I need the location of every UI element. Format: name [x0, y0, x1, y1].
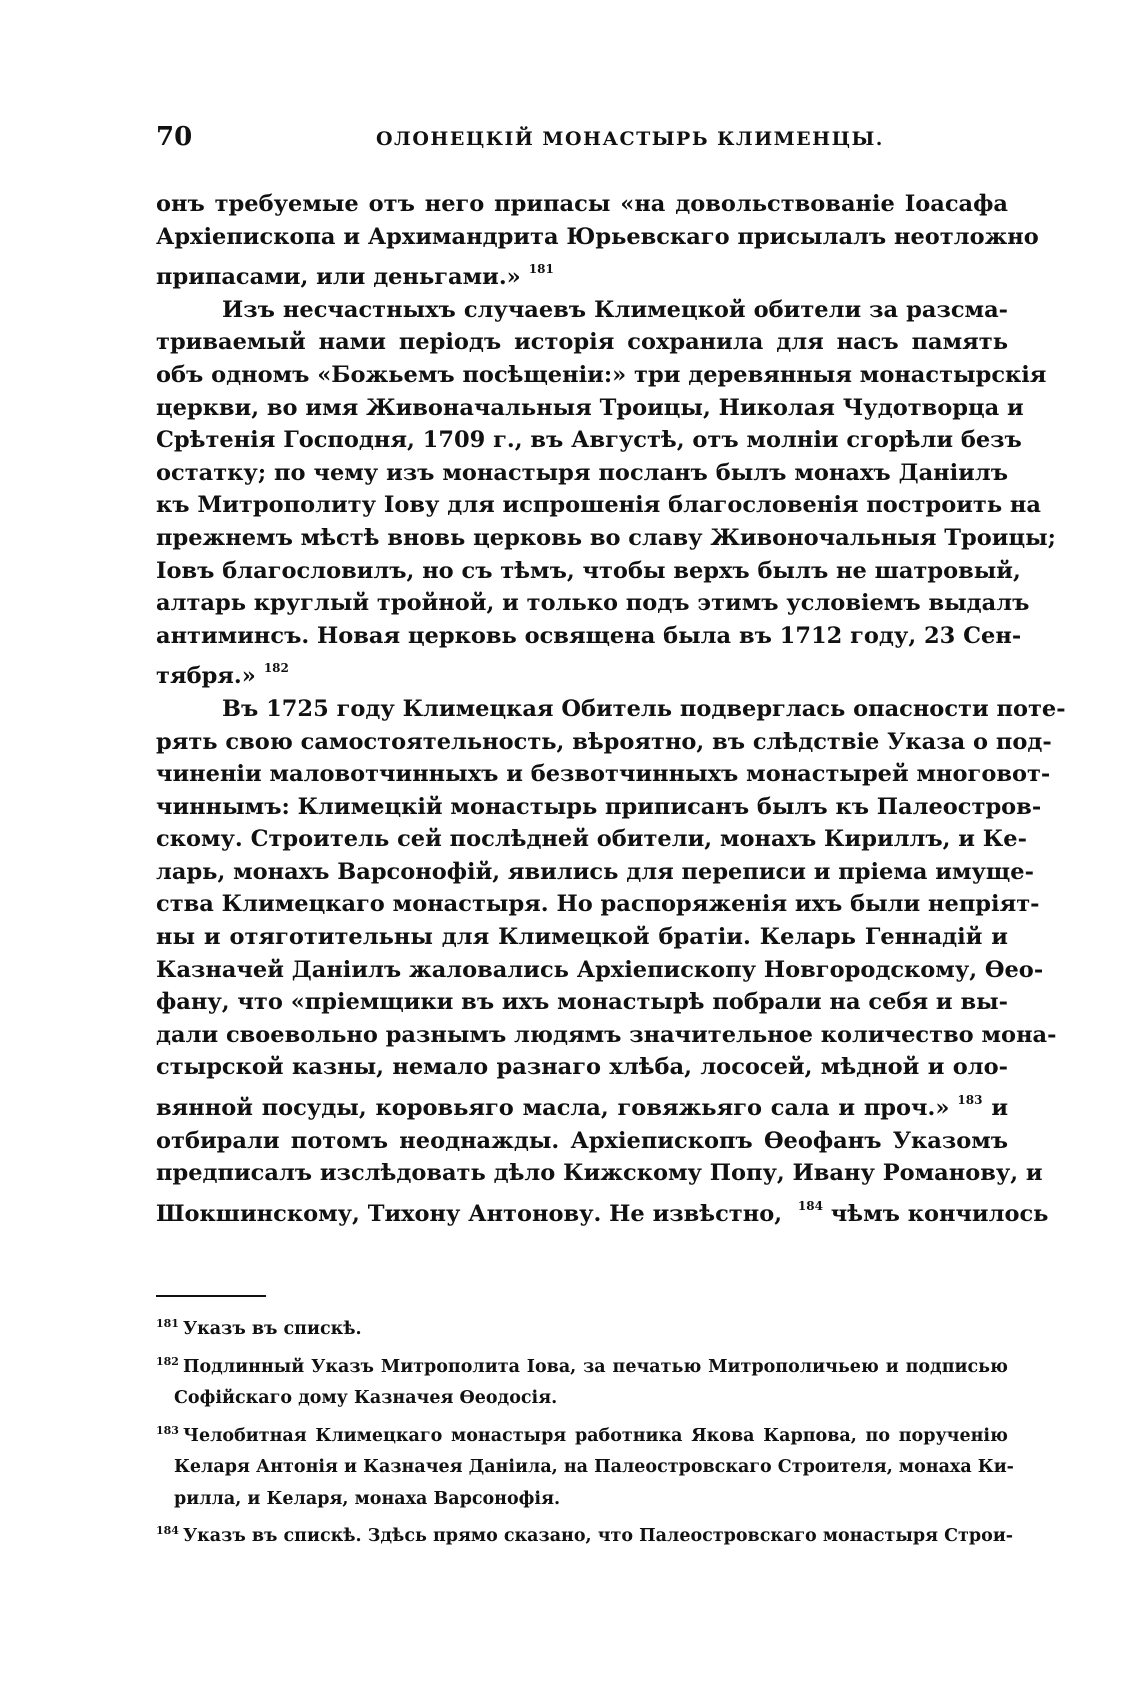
- page-header: [156, 122, 1016, 162]
- footnotes: [156, 1308, 1014, 1553]
- text-line: алтарь круглый тройной, и только подъ этимъ условіемъ выдалъ: [156, 590, 1030, 617]
- text-line: фану, что «пріемщики въ ихъ монастырѣ побрали на себя и вы-: [156, 989, 1008, 1016]
- text-line: Въ 1725 году Климецкая Обитель подверглась опасности поте-: [222, 695, 1066, 722]
- text-line: рять свою самостоятельность, вѣроятно, въ слѣдствіе Указа о под-: [156, 728, 1052, 755]
- text-line: онъ требуемые отъ него припасы «на довольствованіе Іоасафа: [156, 191, 1008, 217]
- text-line: дали своевольно разнымъ людямъ значительное количество мона-: [156, 1021, 1057, 1048]
- text-line: остатку; по чему изъ монастыря посланъ былъ монахъ Даніилъ: [156, 459, 1008, 486]
- text-line: объ одномъ «Божьемъ посѣщеніи:» три деревянныя монастырскія: [156, 361, 1047, 388]
- text-line: Срѣтенія Господня, 1709 г., въ Августѣ, отъ молніи сгорѣли безъ: [156, 427, 1022, 454]
- text-line: Шокшинскому, Тихону Антонову. Не извѣстно, $^{184}$ чѣмъ кончилось: [156, 1198, 1049, 1227]
- text-line: вянной посуды, коровьяго масла, говяжьяго сала и проч.» $^{183}$ и: [156, 1093, 1009, 1122]
- footnote-183: $^{183}$ Челобитная Климецкаго монастыря работника Якова Карпова, по порученію: [156, 1423, 1008, 1446]
- footnote-ref: 181: [528, 262, 554, 277]
- footnote-183-cont: Келаря Антонія и Казначея Даніила, на Палеостровскаго Строителя, монаха Ки-: [174, 1457, 1014, 1477]
- text-line: ны и отяготительны для Климецкой братіи. Келарь Геннадій и: [156, 924, 1008, 951]
- main-text: [156, 188, 1066, 1230]
- text-line: предписалъ изслѣдовать дѣло Кижскому Попу, Ивану Романову, и: [156, 1160, 1043, 1187]
- footnote-182: $^{182}$ Подлинный Указъ Митрополита Іова, за печатью Митрополичьею и подписью: [156, 1354, 1008, 1377]
- footnote-182-cont: Софійскаго дому Казначея Ѳеодосія.: [174, 1388, 558, 1408]
- text-line: триваемый нами періодъ исторія сохранила для насъ память: [156, 329, 1008, 356]
- text-line: прежнемъ мѣстѣ вновь церковь во славу Живоночальныя Троицы;: [156, 524, 1056, 551]
- footnote-184: $^{184}$ Указъ въ спискѣ. Здѣсь прямо сказано, что Палеостровскаго монастыря Строи-: [156, 1524, 1014, 1546]
- footnote-ref: 184: [797, 1198, 823, 1213]
- text-line: Казначей Даніилъ жаловались Архіепископу Новгородскому, Ѳео-: [156, 956, 1044, 983]
- text-line: чиннымъ: Климецкій монастырь приписанъ былъ къ Палеостров-: [156, 793, 1042, 820]
- footnote-183-cont: рилла, и Келаря, монаха Варсонофія.: [174, 1488, 561, 1509]
- text-line: Іовъ благословилъ, но съ тѣмъ, чтобы верхъ былъ не шатровый,: [156, 557, 1021, 584]
- footnote-divider: [156, 1295, 266, 1297]
- text-line: припасами, или деньгами.» $^{181}$: [156, 262, 554, 291]
- text-line: къ Митрополиту Іову для испрошенія благословенія построить на: [156, 492, 1041, 519]
- text-line: церкви, во имя Живоначальныя Троицы, Николая Чудотворца и: [156, 394, 1024, 421]
- text-line: скому. Строитель сей послѣдней обители, монахъ Кириллъ, и Ке-: [156, 826, 1027, 853]
- text-line: ства Климецкаго монастыря. Но распоряженія ихъ были непріят-: [156, 891, 1040, 918]
- footnote-181: $^{181}$ Указъ въ спискѣ.: [156, 1317, 362, 1339]
- text-line: отбирали потомъ неоднажды. Архіепископъ Ѳеофанъ Указомъ: [156, 1127, 1008, 1154]
- text-line: антиминсъ. Новая церковь освящена была въ 1712 году, 23 Сен-: [156, 622, 1022, 649]
- text-line: Изъ несчастныхъ случаевъ Климецкой обители за разсма-: [222, 296, 1008, 323]
- text-line: тября.» $^{182}$: [156, 661, 289, 690]
- text-line: ларь, монахъ Варсонофій, явились для переписи и пріема имуще-: [156, 858, 1034, 885]
- footnote-ref: 182: [263, 661, 289, 676]
- footnote-ref: 183: [957, 1093, 983, 1108]
- running-title: ОЛОНЕЦКІЙ МОНАСТЫРЬ КЛИМЕНЦЫ.: [376, 128, 884, 150]
- text-line: Архіепископа и Архимандрита Юрьевскаго присылалъ неотложно: [156, 223, 1039, 250]
- text-line: стырской казны, немало разнаго хлѣба, лососей, мѣдной и оло-: [156, 1054, 1008, 1081]
- page-number: 70: [156, 122, 193, 152]
- text-line: чиненіи маловотчинныхъ и безвотчинныхъ монастырей многовот-: [156, 761, 1051, 788]
